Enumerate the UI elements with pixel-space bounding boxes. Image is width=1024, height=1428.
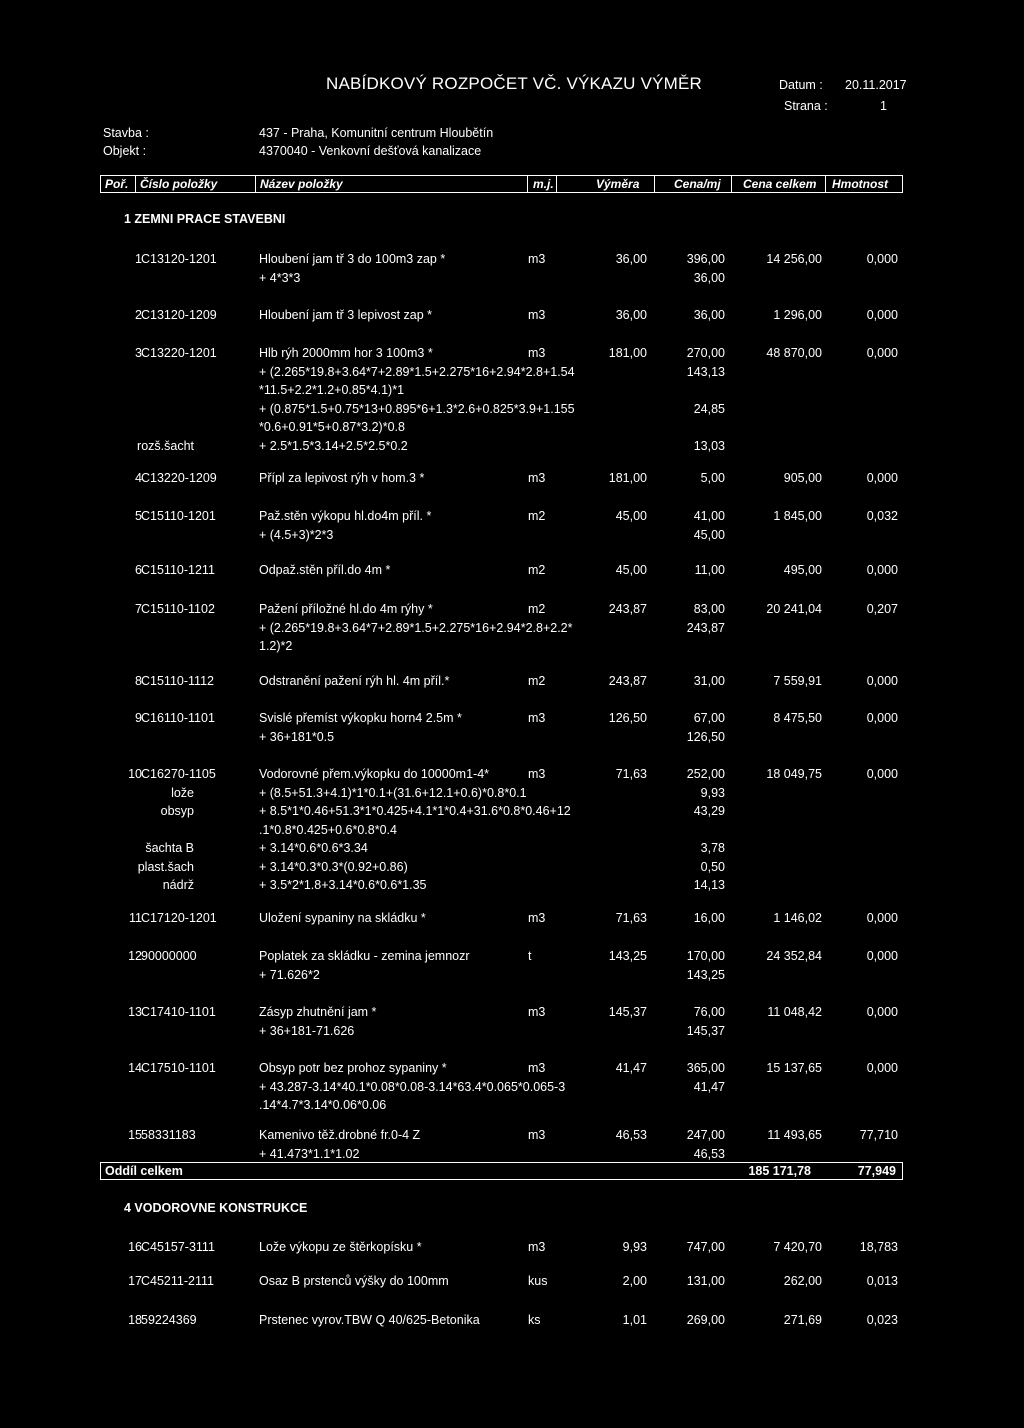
item-total-price: 48 870,00 bbox=[766, 346, 822, 360]
item-quantity: 181,00 bbox=[608, 471, 647, 485]
item-quantity: 181,00 bbox=[608, 346, 647, 360]
calc-formula: + 3.14*0.3*0.3*(0.92+0.86) bbox=[259, 859, 408, 874]
item-name: Hloubení jam tř 3 do 100m3 zap * bbox=[259, 252, 446, 266]
item-name: Odpaž.stěn příl.do 4m * bbox=[259, 563, 391, 577]
item-total-price: 271,69 bbox=[783, 1313, 822, 1327]
item-code: C16110-1101 bbox=[141, 711, 215, 725]
row-number: 12 bbox=[128, 949, 142, 963]
item-code: C15110-1211 bbox=[141, 563, 215, 577]
calc-formula: + 41.473*1.1*1.02 bbox=[259, 1146, 360, 1161]
item-unit-price: 76,00 bbox=[693, 1005, 725, 1019]
calc-value: 14,13 bbox=[693, 878, 725, 892]
item-weight: 0,000 bbox=[866, 711, 898, 725]
item-weight: 77,710 bbox=[859, 1128, 898, 1142]
item-unit-price: 247,00 bbox=[686, 1128, 725, 1142]
item-unit-price: 747,00 bbox=[686, 1240, 725, 1254]
item-total-price: 11 493,65 bbox=[767, 1128, 822, 1142]
item-code: C15110-1112 bbox=[141, 674, 214, 688]
item-unit-price: 67,00 bbox=[693, 711, 725, 725]
item-code: C13120-1201 bbox=[141, 252, 217, 266]
item-name: Paž.stěn výkopu hl.do4m příl. * bbox=[259, 509, 432, 523]
calc-value: 45,00 bbox=[693, 527, 725, 542]
item-weight: 0,000 bbox=[866, 563, 898, 577]
item-name: Svislé přemíst výkopku horn4 2.5m * bbox=[259, 711, 462, 725]
item-weight: 0,000 bbox=[866, 674, 898, 688]
row-number: 17 bbox=[128, 1274, 142, 1288]
col-mj: m.j. bbox=[533, 177, 554, 191]
strana-label: Strana : bbox=[784, 99, 828, 113]
item-unit: m3 bbox=[528, 1061, 546, 1075]
calc-value: 43,29 bbox=[693, 804, 725, 818]
item-unit: ks bbox=[528, 1313, 541, 1327]
item-unit-price: 41,00 bbox=[693, 509, 725, 523]
item-quantity: 145,37 bbox=[608, 1005, 647, 1019]
item-weight: 0,013 bbox=[866, 1274, 898, 1288]
row-number: 4 bbox=[135, 471, 142, 485]
calc-formula: + (2.265*19.8+3.64*7+2.89*1.5+2.275*16+2.94*2.8+2.2* bbox=[259, 620, 573, 635]
item-quantity: 46,53 bbox=[615, 1128, 647, 1142]
col-vymera: Výměra bbox=[596, 177, 640, 191]
calc-formula: + (4.5+3)*2*3 bbox=[259, 527, 334, 542]
item-weight: 0,023 bbox=[866, 1313, 898, 1327]
item-code: C13120-1209 bbox=[141, 308, 217, 322]
calc-value: 36,00 bbox=[693, 270, 725, 285]
calc-formula: + (2.265*19.8+3.64*7+2.89*1.5+2.275*16+2.94*2.8+1.54 bbox=[259, 364, 575, 379]
datum-value: 20.11.2017 bbox=[845, 78, 907, 92]
calc-value: 46,53 bbox=[693, 1146, 725, 1161]
item-name: Vodorovné přem.výkopku do 10000m1-4* bbox=[259, 767, 490, 781]
item-weight: 0,000 bbox=[866, 1005, 898, 1019]
row-number: 16 bbox=[128, 1240, 142, 1254]
calc-formula: + 4*3*3 bbox=[259, 270, 301, 285]
item-total-price: 1 296,00 bbox=[773, 308, 822, 322]
item-unit: m2 bbox=[528, 674, 546, 688]
item-code: 58331183 bbox=[141, 1128, 196, 1142]
item-weight: 0,000 bbox=[866, 471, 898, 485]
item-unit-price: 11,00 bbox=[694, 563, 725, 577]
stavba-label: Stavba : bbox=[103, 126, 149, 140]
calc-value: 143,13 bbox=[686, 364, 725, 379]
item-total-price: 8 475,50 bbox=[773, 711, 822, 725]
item-unit-price: 365,00 bbox=[686, 1061, 725, 1075]
row-number: 5 bbox=[135, 509, 142, 523]
item-code: 90000000 bbox=[141, 949, 197, 963]
row-number: 8 bbox=[135, 674, 142, 688]
row-number: 6 bbox=[135, 563, 142, 577]
row-number: 13 bbox=[128, 1005, 142, 1019]
item-unit: m3 bbox=[528, 471, 546, 485]
item-unit: m2 bbox=[528, 563, 546, 577]
item-unit: m3 bbox=[528, 252, 546, 266]
item-code: C45157-3111 bbox=[141, 1240, 215, 1254]
calc-label: nádrž bbox=[162, 878, 194, 892]
objekt-label: Objekt : bbox=[103, 144, 147, 158]
calc-value: 143,25 bbox=[686, 967, 725, 982]
calc-formula: .1*0.8*0.425+0.6*0.8*0.4 bbox=[259, 822, 397, 837]
item-quantity: 1,01 bbox=[622, 1313, 647, 1327]
item-weight: 0,000 bbox=[866, 949, 898, 963]
col-por: Poř. bbox=[105, 177, 129, 191]
item-unit: m3 bbox=[528, 711, 546, 725]
calc-value: 145,37 bbox=[686, 1023, 725, 1038]
calc-label: plast.šach bbox=[137, 859, 194, 874]
item-name: Poplatek za skládku - zemina jemnozr bbox=[259, 949, 470, 963]
calc-formula: + 8.5*1*0.46+51.3*1*0.425+4.1*1*0.4+31.6*0.8*0.46+12 bbox=[259, 804, 571, 818]
calc-value: 13,03 bbox=[693, 438, 725, 453]
item-total-price: 262,00 bbox=[783, 1274, 822, 1288]
item-total-price: 24 352,84 bbox=[766, 949, 822, 963]
item-unit-price: 170,00 bbox=[686, 949, 725, 963]
item-unit-price: 269,00 bbox=[686, 1313, 725, 1327]
item-total-price: 20 241,04 bbox=[766, 602, 822, 616]
item-quantity: 36,00 bbox=[615, 252, 647, 266]
item-name: Obsyp potr bez prohoz sypaniny * bbox=[259, 1061, 447, 1075]
item-quantity: 71,63 bbox=[615, 767, 647, 781]
item-weight: 0,000 bbox=[866, 252, 898, 266]
calc-value: 243,87 bbox=[686, 620, 725, 635]
item-unit: t bbox=[528, 949, 532, 963]
item-code: C17410-1101 bbox=[141, 1005, 216, 1019]
item-code: C45211-2111 bbox=[141, 1274, 214, 1288]
item-name: Osaz B prstenců výšky do 100mm bbox=[259, 1274, 449, 1288]
calc-label: šachta B bbox=[145, 841, 194, 855]
item-unit-price: 31,00 bbox=[693, 674, 725, 688]
row-number: 1 bbox=[135, 252, 142, 266]
datum-label: Datum : bbox=[779, 78, 823, 92]
calc-label: lože bbox=[171, 785, 194, 800]
calc-formula: .14*4.7*3.14*0.06*0.06 bbox=[259, 1098, 387, 1112]
item-quantity: 9,93 bbox=[622, 1240, 647, 1254]
item-unit: kus bbox=[528, 1274, 548, 1288]
item-total-price: 905,00 bbox=[783, 471, 822, 485]
item-unit: m2 bbox=[528, 602, 546, 616]
item-weight: 0,000 bbox=[866, 767, 898, 781]
section-total-label: Oddíl celkem bbox=[105, 1164, 183, 1178]
calc-value: 126,50 bbox=[686, 729, 725, 744]
calc-formula: + (0.875*1.5+0.75*13+0.895*6+1.3*2.6+0.825*3.9+1.155 bbox=[259, 401, 575, 416]
calc-formula: *0.6+0.91*5+0.87*3.2)*0.8 bbox=[259, 420, 405, 434]
item-total-price: 1 845,00 bbox=[773, 509, 822, 523]
column-header bbox=[100, 175, 903, 193]
section-total bbox=[100, 1162, 903, 1180]
item-total-price: 18 049,75 bbox=[766, 767, 822, 781]
item-quantity: 143,25 bbox=[608, 949, 647, 963]
calc-formula: + 36+181*0.5 bbox=[259, 729, 335, 744]
col-cena-celkem: Cena celkem bbox=[743, 177, 817, 191]
item-unit-price: 252,00 bbox=[686, 767, 725, 781]
item-name: Hloubení jam tř 3 lepivost zap * bbox=[259, 308, 433, 322]
row-number: 2 bbox=[135, 308, 142, 322]
item-code: C13220-1209 bbox=[141, 471, 217, 485]
section-total-price: 185 171,78 bbox=[748, 1164, 811, 1178]
item-weight: 18,783 bbox=[859, 1240, 898, 1254]
calc-value: 41,47 bbox=[693, 1079, 725, 1094]
section-title-1: 1 ZEMNI PRACE STAVEBNI bbox=[124, 212, 286, 226]
col-nazev: Název položky bbox=[260, 177, 343, 191]
item-quantity: 45,00 bbox=[615, 563, 647, 577]
item-total-price: 495,00 bbox=[783, 563, 822, 577]
item-name: Hlb rýh 2000mm hor 3 100m3 * bbox=[259, 346, 433, 360]
item-quantity: 71,63 bbox=[615, 911, 647, 925]
row-number: 7 bbox=[135, 602, 142, 616]
item-weight: 0,207 bbox=[866, 602, 898, 616]
item-weight: 0,000 bbox=[866, 911, 898, 925]
row-number: 18 bbox=[128, 1313, 142, 1327]
calc-label: obsyp bbox=[160, 804, 194, 818]
calc-formula: + (8.5+51.3+4.1)*1*0.1+(31.6+12.1+0.6)*0.8*0.1 bbox=[259, 785, 527, 800]
row-number: 15 bbox=[128, 1128, 142, 1142]
calc-value: 9,93 bbox=[700, 785, 725, 800]
item-weight: 0,000 bbox=[866, 308, 898, 322]
row-number: 14 bbox=[128, 1061, 142, 1075]
objekt-value: 4370040 - Venkovní dešťová kanalizace bbox=[259, 144, 482, 158]
item-quantity: 45,00 bbox=[615, 509, 647, 523]
item-code: C17510-1101 bbox=[141, 1061, 216, 1075]
calc-value: 24,85 bbox=[693, 401, 725, 416]
calc-label: rozš.šacht bbox=[137, 438, 194, 453]
item-unit-price: 396,00 bbox=[686, 252, 725, 266]
item-code: C17120-1201 bbox=[141, 911, 217, 925]
calc-value: 0,50 bbox=[700, 859, 725, 874]
row-number: 3 bbox=[135, 346, 142, 360]
item-unit: m2 bbox=[528, 509, 546, 523]
section-title-4: 4 VODOROVNE KONSTRUKCE bbox=[124, 1201, 308, 1215]
item-quantity: 243,87 bbox=[608, 674, 647, 688]
item-unit-price: 5,00 bbox=[700, 471, 725, 485]
item-name: Zásyp zhutnění jam * bbox=[259, 1005, 377, 1019]
calc-formula: 1.2)*2 bbox=[259, 639, 293, 653]
item-name: Uložení sypaniny na skládku * bbox=[259, 911, 426, 925]
item-total-price: 7 420,70 bbox=[773, 1240, 822, 1254]
item-unit: m3 bbox=[528, 308, 546, 322]
item-code: C13220-1201 bbox=[141, 346, 217, 360]
item-weight: 0,000 bbox=[866, 1061, 898, 1075]
item-unit: m3 bbox=[528, 1240, 546, 1254]
item-total-price: 7 559,91 bbox=[773, 674, 822, 688]
row-number: 11 bbox=[129, 911, 142, 925]
calc-formula: + 71.626*2 bbox=[259, 967, 320, 982]
item-name: Prstenec vyrov.TBW Q 40/625-Betonika bbox=[259, 1313, 480, 1327]
row-number: 10 bbox=[128, 767, 142, 781]
item-code: C15110-1102 bbox=[141, 602, 215, 616]
item-total-price: 1 146,02 bbox=[773, 911, 822, 925]
col-cena-mj: Cena/mj bbox=[674, 177, 721, 191]
item-unit: m3 bbox=[528, 767, 546, 781]
item-weight: 0,032 bbox=[866, 509, 898, 523]
item-code: 59224369 bbox=[141, 1313, 197, 1327]
item-quantity: 126,50 bbox=[608, 711, 647, 725]
item-weight: 0,000 bbox=[866, 346, 898, 360]
section-total-weight: 77,949 bbox=[857, 1164, 896, 1178]
item-code: C15110-1201 bbox=[141, 509, 216, 523]
item-code: C16270-1105 bbox=[141, 767, 216, 781]
item-unit-price: 36,00 bbox=[693, 308, 725, 322]
strana-value: 1 bbox=[880, 99, 887, 113]
calc-formula: *11.5+2.2*1.2+0.85*4.1)*1 bbox=[259, 383, 405, 397]
item-total-price: 11 048,42 bbox=[767, 1005, 822, 1019]
item-total-price: 14 256,00 bbox=[766, 252, 822, 266]
item-quantity: 41,47 bbox=[615, 1061, 647, 1075]
item-unit-price: 270,00 bbox=[686, 346, 725, 360]
item-total-price: 15 137,65 bbox=[766, 1061, 822, 1075]
stavba-value: 437 - Praha, Komunitní centrum Hloubětín bbox=[259, 126, 494, 140]
calc-formula: + 3.14*0.6*0.6*3.34 bbox=[259, 841, 368, 855]
item-unit-price: 16,00 bbox=[693, 911, 725, 925]
col-cislo: Číslo položky bbox=[140, 177, 218, 191]
calc-formula: + 43.287-3.14*40.1*0.08*0.08-3.14*63.4*0.065*0.065-3 bbox=[259, 1079, 566, 1094]
item-unit: m3 bbox=[528, 1005, 546, 1019]
item-name: Lože výkopu ze štěrkopísku * bbox=[259, 1240, 422, 1254]
item-name: Odstranění pažení rýh hl. 4m příl.* bbox=[259, 674, 450, 688]
item-name: Přípl za lepivost rýh v hom.3 * bbox=[259, 471, 425, 485]
row-number: 9 bbox=[135, 711, 142, 725]
item-name: Pažení příložné hl.do 4m rýhy * bbox=[259, 602, 433, 616]
item-quantity: 36,00 bbox=[615, 308, 647, 322]
item-quantity: 243,87 bbox=[608, 602, 647, 616]
calc-formula: + 36+181-71.626 bbox=[259, 1023, 355, 1038]
item-unit: m3 bbox=[528, 1128, 546, 1142]
item-quantity: 2,00 bbox=[622, 1274, 647, 1288]
col-hmotnost: Hmotnost bbox=[832, 177, 888, 191]
item-unit: m3 bbox=[528, 911, 546, 925]
calc-value: 3,78 bbox=[700, 841, 725, 855]
item-unit: m3 bbox=[528, 346, 546, 360]
item-name: Kamenivo těž.drobné fr.0-4 Z bbox=[259, 1128, 421, 1142]
page-title: NABÍDKOVÝ ROZPOČET VČ. VÝKAZU VÝMĚR bbox=[326, 74, 703, 93]
calc-formula: + 3.5*2*1.8+3.14*0.6*0.6*1.35 bbox=[259, 878, 427, 892]
calc-formula: + 2.5*1.5*3.14+2.5*2.5*0.2 bbox=[259, 438, 408, 453]
item-unit-price: 83,00 bbox=[693, 602, 725, 616]
item-unit-price: 131,00 bbox=[686, 1274, 725, 1288]
